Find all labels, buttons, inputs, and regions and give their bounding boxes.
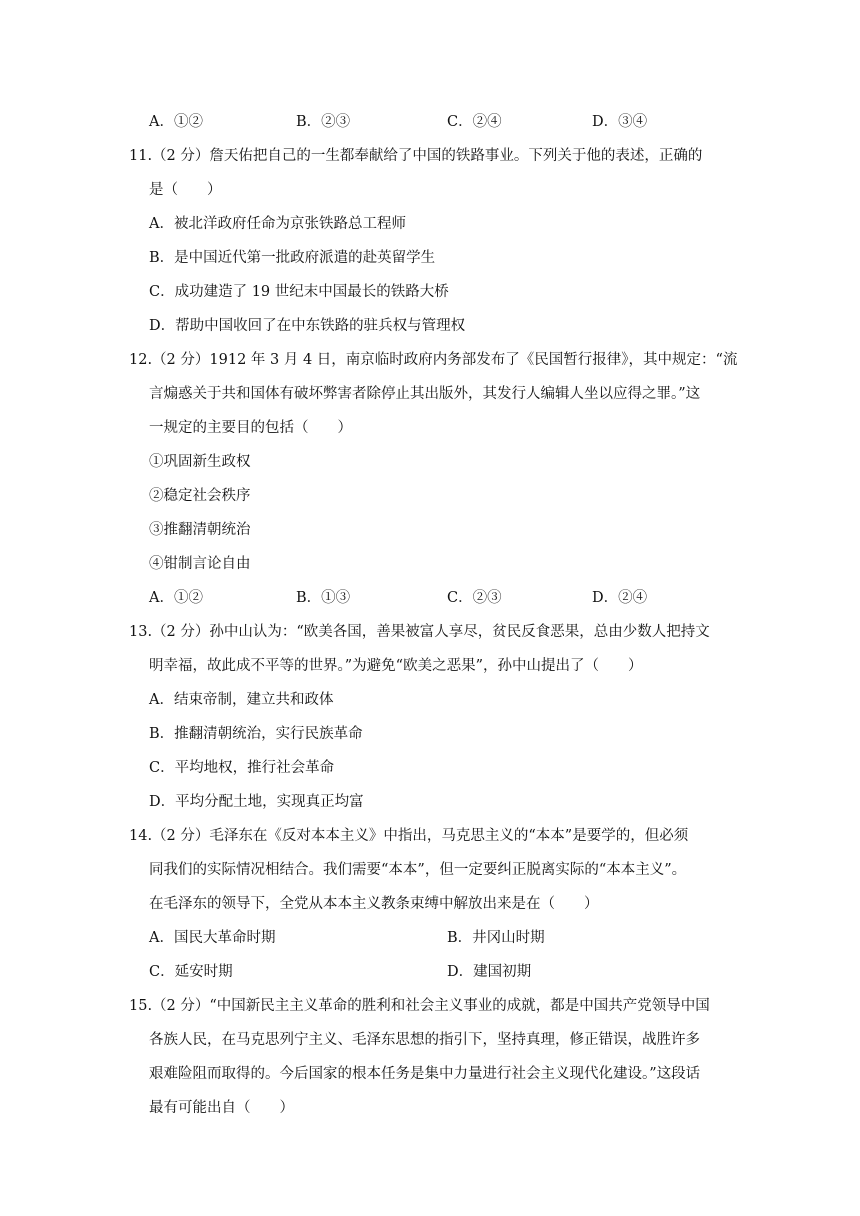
question-stem-line: 各族人民，在马克思列宁主义、毛泽东思想的指引下，坚持真理，修正错误，战胜许多 <box>149 1032 700 1048</box>
question-stem-line: 13.（2 分）孙中山认为：“欧美各国，善果被富人享尽，贫民反食恶果，总由少数人把持文 <box>129 624 710 640</box>
statement-item: ②稳定社会秩序 <box>149 488 251 504</box>
question-stem-line: 在毛泽东的领导下，全党从本本主义教条束缚中解放出来是在（ ） <box>149 896 599 912</box>
option-a[interactable]: A．被北洋政府任命为京张铁路总工程师 <box>149 216 406 232</box>
question-stem-line: 最有可能出自（ ） <box>149 1100 294 1116</box>
question-stem-line: 明幸福，故此成不平等的世界。”为避免“欧美之恶果”，孙中山提出了（ ） <box>149 658 643 674</box>
question-stem-line: 11.（2 分）詹天佑把自己的一生都奉献给了中国的铁路事业。下列关于他的表述，正确的 <box>129 148 703 164</box>
question-stem-line: 艰难险阻而取得的。今后国家的根本任务是集中力量进行社会主义现代化建设。”这段话 <box>149 1066 701 1082</box>
statement-item: ①巩固新生政权 <box>149 454 251 470</box>
option-c[interactable]: C．平均地权，推行社会革命 <box>149 760 335 776</box>
option-a[interactable]: A．国民大革命时期 <box>149 930 276 946</box>
option-c[interactable]: C．延安时期 <box>149 964 233 980</box>
question-stem-line: 同我们的实际情况相结合。我们需要“本本”，但一定要纠正脱离实际的“本本主义”。 <box>149 862 687 878</box>
option-b[interactable]: B．井冈山时期 <box>447 930 545 946</box>
question-stem-line: 14.（2 分）毛泽东在《反对本本主义》中指出，马克思主义的“本本”是要学的，但必须 <box>129 828 689 844</box>
question-stem-line: 12.（2 分）1912 年 3 月 4 日，南京临时政府内务部发布了《民国暂行报律》，其中规定：“流 <box>129 352 738 368</box>
question-stem-line: 15.（2 分）“中国新民主主义革命的胜利和社会主义事业的成就，都是中国共产党领导中国 <box>129 998 710 1014</box>
option-b[interactable]: B．是中国近代第一批政府派遣的赴英留学生 <box>149 250 436 266</box>
option-d[interactable]: D．③④ <box>592 114 648 130</box>
option-b[interactable]: B．②③ <box>296 114 351 130</box>
option-a[interactable]: A．结束帝制，建立共和政体 <box>149 692 334 708</box>
option-d[interactable]: D．建国初期 <box>447 964 532 980</box>
question-stem-line: 是（ ） <box>149 182 222 198</box>
statement-item: ③推翻清朝统治 <box>149 522 251 538</box>
question-stem-line: 一规定的主要目的包括（ ） <box>149 420 352 436</box>
option-a[interactable]: A．①② <box>149 590 203 606</box>
option-a[interactable]: A．①② <box>149 114 203 130</box>
option-c[interactable]: C．②③ <box>447 590 502 606</box>
option-d[interactable]: D．帮助中国收回了在中东铁路的驻兵权与管理权 <box>149 318 466 334</box>
option-c[interactable]: C．成功建造了 19 世纪末中国最长的铁路大桥 <box>149 284 449 300</box>
option-d[interactable]: D．②④ <box>592 590 648 606</box>
option-d[interactable]: D．平均分配土地，实现真正均富 <box>149 794 364 810</box>
option-b[interactable]: B．推翻清朝统治，实行民族革命 <box>149 726 363 742</box>
option-b[interactable]: B．①③ <box>296 590 351 606</box>
statement-item: ④钳制言论自由 <box>149 556 251 572</box>
option-c[interactable]: C．②④ <box>447 114 502 130</box>
question-stem-line: 言煽惑关于共和国体有破坏弊害者除停止其出版外，其发行人编辑人坐以应得之罪。”这 <box>149 386 701 402</box>
